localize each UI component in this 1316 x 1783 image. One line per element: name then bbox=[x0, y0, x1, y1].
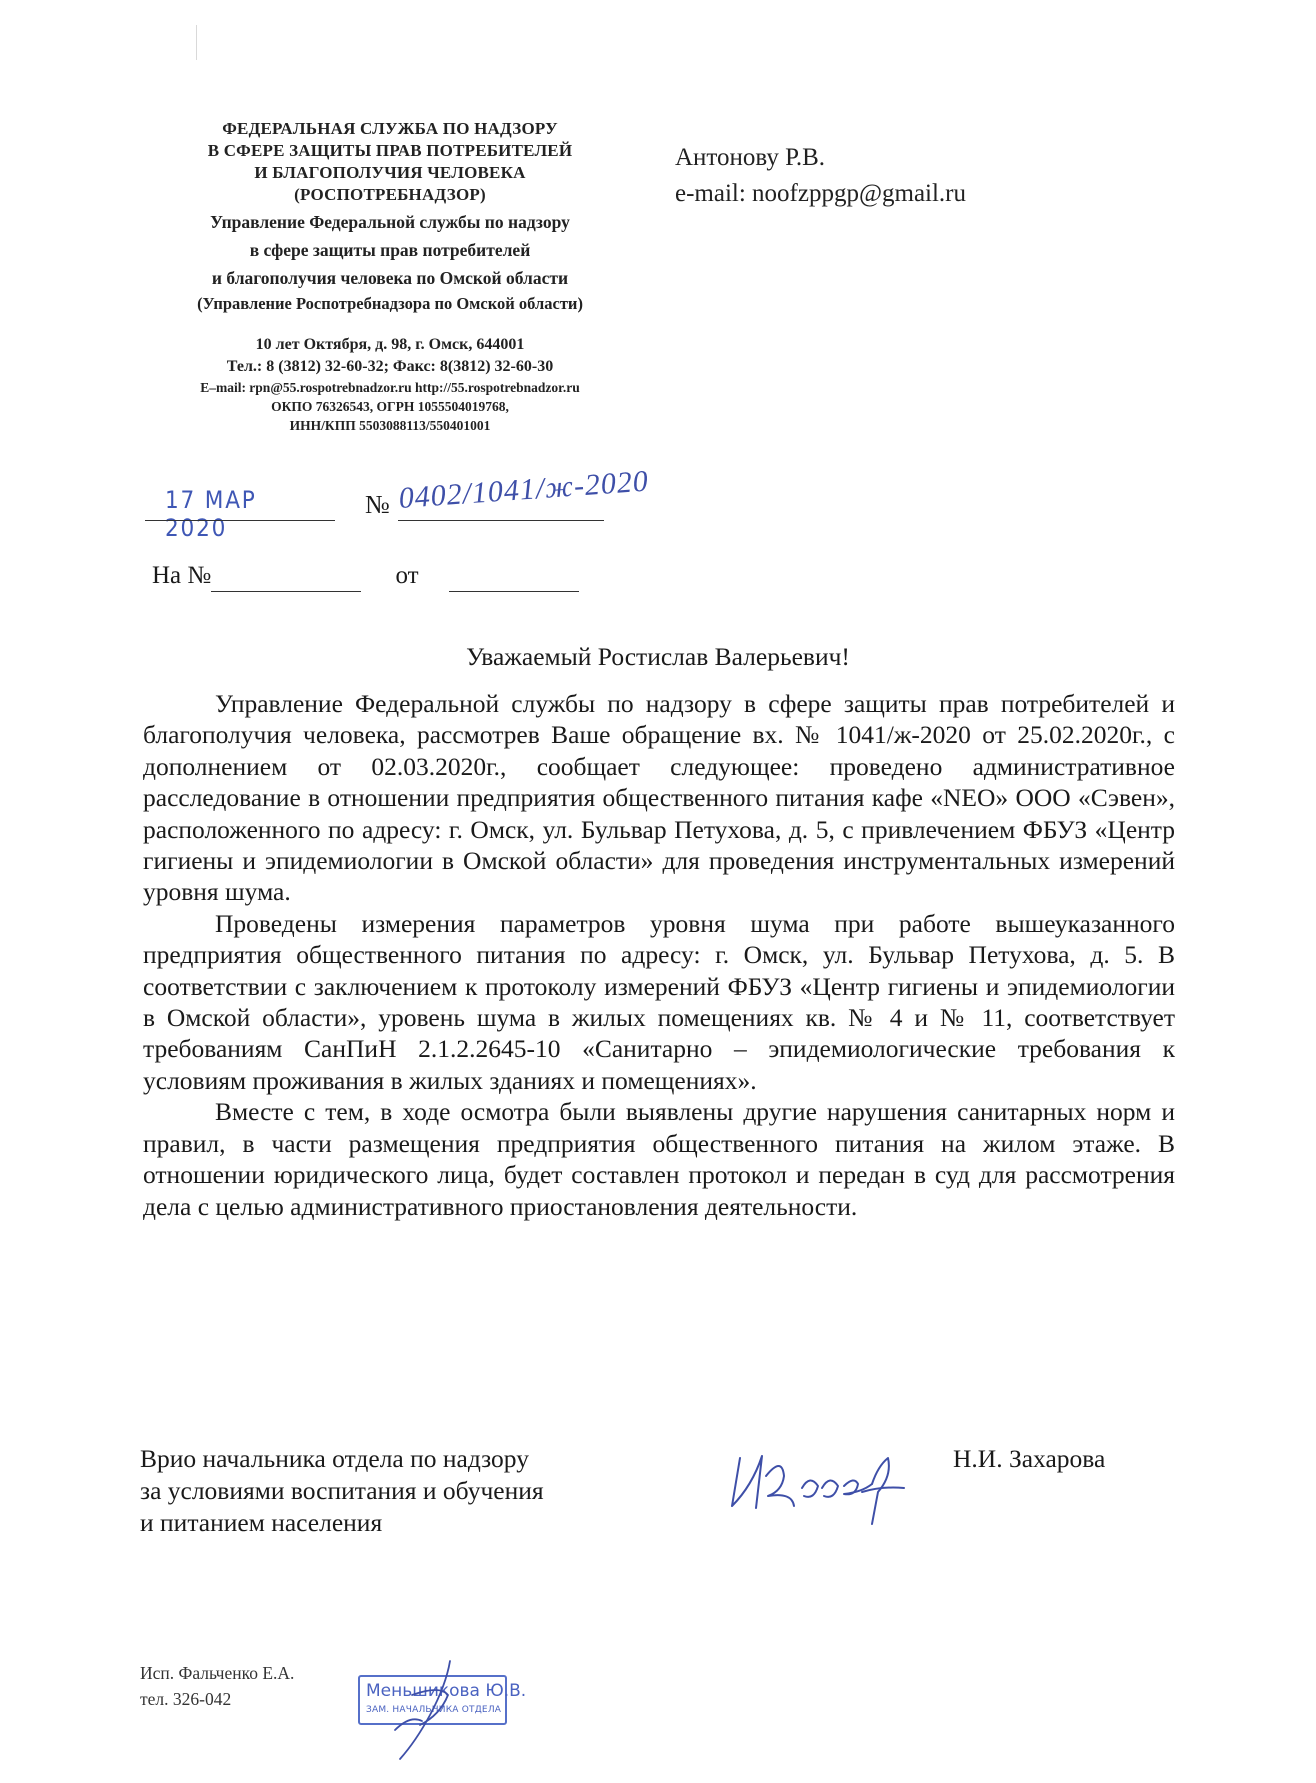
reply-to-line bbox=[152, 560, 579, 592]
number-label: № bbox=[365, 490, 390, 519]
date-underline bbox=[145, 520, 335, 521]
executor-phone: тел. 326-042 bbox=[140, 1689, 232, 1709]
inn-kpp: ИНН/КПП 5503088113/550401001 bbox=[289, 418, 491, 433]
signatory-title-line: за условиями воспитания и обучения bbox=[140, 1476, 544, 1505]
contacts bbox=[130, 334, 650, 435]
signatory-title-line: Врио начальника отдела по надзору bbox=[140, 1444, 529, 1473]
executor-name: Исп. Фальченко Е.А. bbox=[140, 1663, 295, 1683]
letterhead bbox=[130, 118, 650, 435]
registration-date-stamp: 17 МАР 2020 bbox=[165, 486, 257, 542]
department-short-name: (Управление Роспотребнадзора по Омской области) bbox=[197, 294, 583, 313]
phone-fax: Тел.: 8 (3812) 32-60-32; Факс: 8(3812) 32-60-30 bbox=[226, 358, 554, 375]
agency-line: И БЛАГОПОЛУЧИЯ ЧЕЛОВЕКА bbox=[254, 163, 526, 182]
department-name bbox=[130, 208, 650, 292]
stamp-role: ЗАМ. НАЧАЛЬНИКА ОТДЕЛА bbox=[366, 1705, 502, 1715]
agency-name bbox=[130, 118, 650, 206]
agency-line: В СФЕРЕ ЗАЩИТЫ ПРАВ ПОТРЕБИТЕЛЕЙ bbox=[207, 141, 573, 160]
handwritten-signature bbox=[722, 1436, 922, 1526]
scan-margin-mark bbox=[196, 25, 197, 60]
address: 10 лет Октября, д. 98, г. Омск, 644001 bbox=[255, 336, 525, 353]
number-underline bbox=[398, 520, 604, 521]
salutation: Уважаемый Ростислав Валерьевич! bbox=[466, 642, 850, 671]
signatory-name: Н.И. Захарова bbox=[953, 1444, 1106, 1473]
signatory-title bbox=[140, 1443, 544, 1539]
department-line: и благополучия человека по Омской области bbox=[211, 268, 569, 288]
stamp-signature bbox=[350, 1655, 520, 1765]
addressee-block bbox=[675, 140, 966, 212]
addressee-email: e-mail: noofzppgp@gmail.ru bbox=[675, 180, 967, 207]
agency-line: (РОСПОТРЕБНАДЗОР) bbox=[294, 185, 486, 204]
executor-info bbox=[140, 1660, 294, 1712]
body-paragraph: Вместе с тем, в ходе осмотра были выявлены другие нарушения санитарных норм и правил, в части размещения предприятия общественного питания на жилом этаже. В отношении юридического лица, будет составлен протокол и передан в суд для рассмотрения дела с целью административного приостановления деятельности. bbox=[143, 1097, 1175, 1221]
email-website: E–mail: rpn@55.rospotrebnadzor.ru http://55.rospotrebnadzor.ru bbox=[200, 380, 580, 395]
addressee-name: Антонову Р.В. bbox=[675, 144, 826, 171]
body-paragraph: Управление Федеральной службы по надзору в сфере защиты прав потребителей и благополучия человека, рассмотрев Ваше обращение вх. № 1041/ж-2020 от 25.02.2020г., с дополнением от 02.03.2020г., сообщает следующее: проведено административное расследование в отношении предприятия общественного питания кафе «NEO» ООО «Сэвен», расположенного по адресу: г. Омск, ул. Бульвар Петухова, д. 5, с привлечением ФБУЗ «Центр гигиены и эпидемиологии в Омской области» для проведения инструментальных измерений уровня шума. bbox=[143, 689, 1175, 907]
reply-date-blank bbox=[449, 565, 579, 592]
approval-stamp bbox=[350, 1655, 527, 1765]
registration-number-handwritten: 0402/1041/ж-2020 bbox=[397, 464, 650, 516]
stamp-name: Меньшикова Ю.В. bbox=[366, 1681, 527, 1701]
body-paragraph: Проведены измерения параметров уровня шума при работе вышеуказанного предприятия общественного питания по адресу: г. Омск, ул. Бульвар Петухова, д. 5. В соответствии с заключением к протоколу измерений ФБУЗ «Центр гигиены и эпидемиологии в Омской области», уровень шума в жилых помещениях кв. № 4 и № 11, соответствует требованиям СанПиН 2.1.2.2645-10 «Санитарно – эпидемиологические требования к условиям проживания в жилых зданиях и помещениях». bbox=[143, 908, 1175, 1095]
agency-line: ФЕДЕРАЛЬНАЯ СЛУЖБА ПО НАДЗОРУ bbox=[222, 119, 558, 138]
letter-body bbox=[143, 688, 1175, 1222]
okpo-ogrn: ОКПО 76326543, ОГРН 1055504019768, bbox=[271, 399, 509, 414]
department-line: в сфере защиты прав потребителей bbox=[249, 240, 531, 260]
reply-number-label: На № bbox=[152, 562, 212, 589]
reply-number-blank bbox=[211, 565, 361, 592]
department-line: Управление Федеральной службы по надзору bbox=[210, 212, 570, 232]
reply-date-label: от bbox=[395, 562, 419, 589]
signatory-title-line: и питанием населения bbox=[140, 1508, 383, 1537]
